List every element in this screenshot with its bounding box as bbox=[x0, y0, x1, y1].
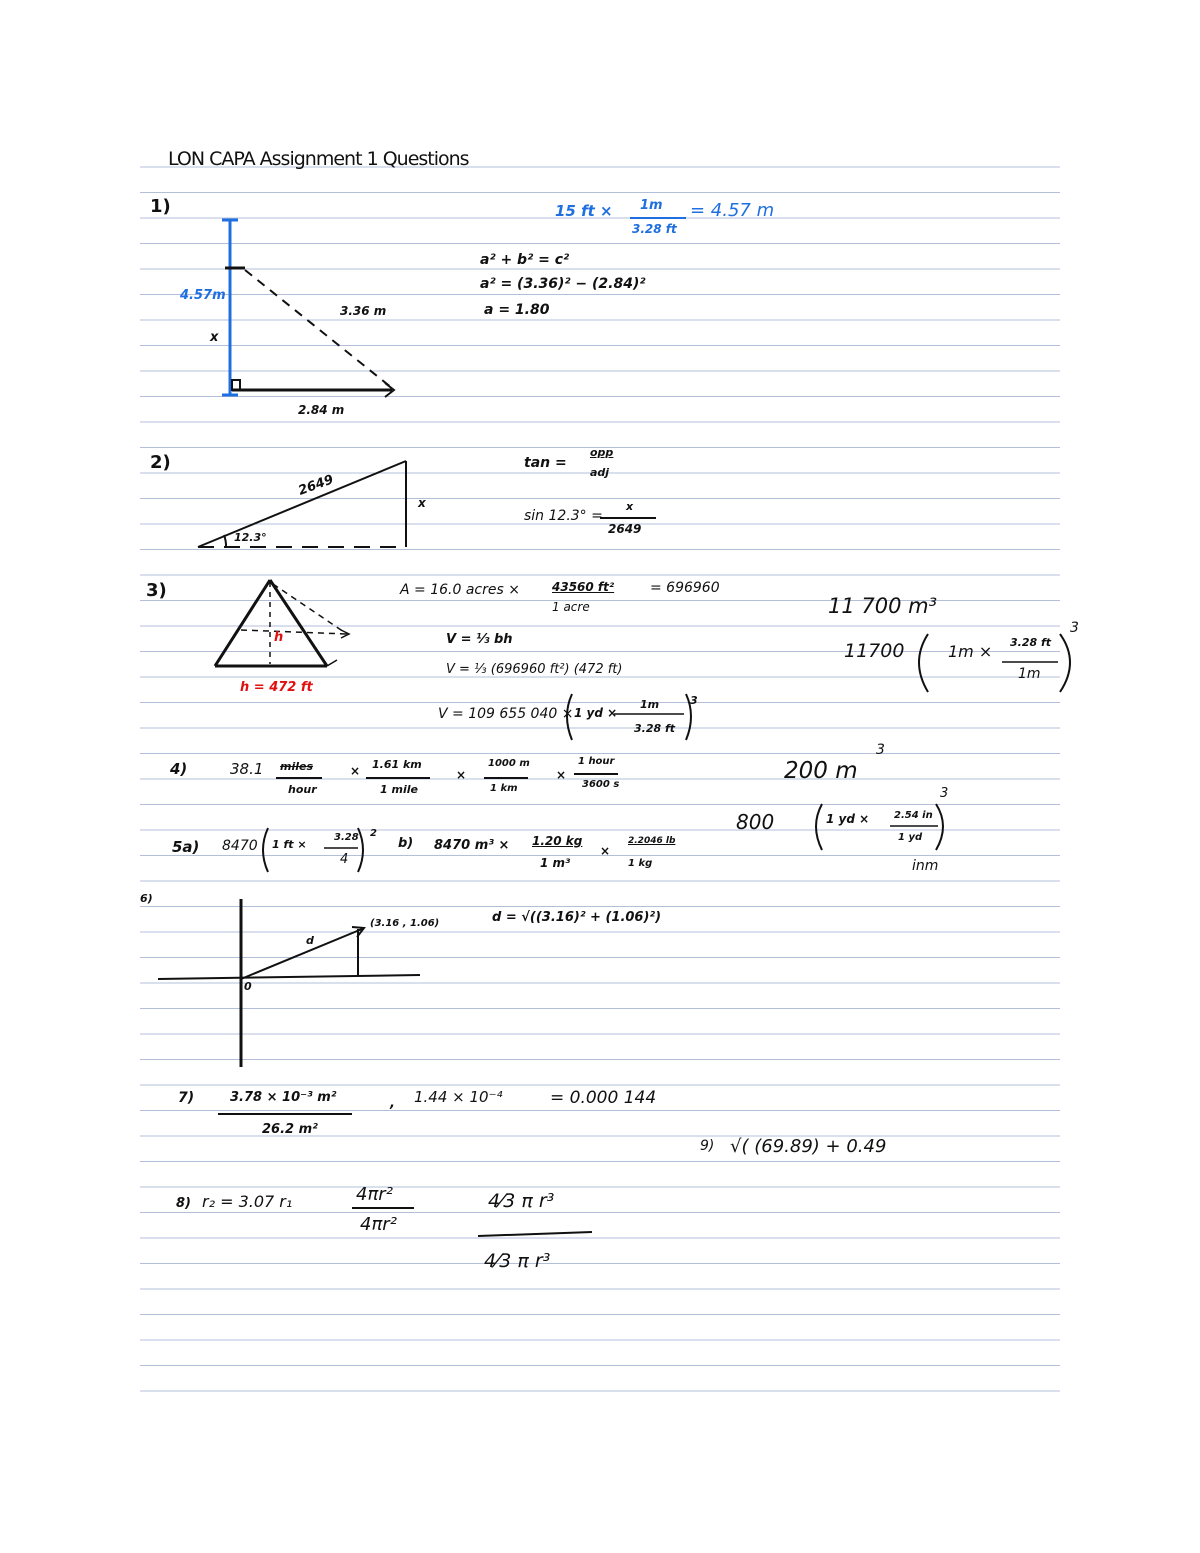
q7-num: 3.78 × 10⁻³ m² bbox=[230, 1090, 337, 1105]
q4-u4-bar bbox=[574, 772, 624, 776]
q4-side2-parens bbox=[808, 798, 958, 858]
q3-eq1-den: 1 acre bbox=[552, 600, 590, 614]
q3-h-label: h bbox=[274, 630, 284, 645]
q8-number: 8) bbox=[176, 1196, 191, 1211]
q5-number: 5a) bbox=[172, 838, 200, 856]
q3-eq4: V = 109 655 040 × bbox=[438, 706, 574, 722]
q4-side2: 800 bbox=[736, 810, 775, 834]
q4-times-2: × bbox=[456, 768, 467, 782]
q8-frac2-bar bbox=[478, 1230, 598, 1238]
q5-a-parens bbox=[258, 824, 378, 878]
q3-h-value: h = 472 ft bbox=[240, 680, 313, 695]
q3-eq1-num: 43560 ft² bbox=[552, 580, 615, 594]
q3-side2-den: 1m bbox=[1018, 666, 1041, 682]
q3-side2-paren: 1m × bbox=[948, 642, 993, 661]
q9-number: 9) bbox=[700, 1138, 715, 1154]
q5-b-den2: 1 kg bbox=[628, 858, 653, 869]
q2-angle-label: 12.3° bbox=[234, 531, 267, 544]
q4-number: 4) bbox=[170, 760, 188, 778]
q1-eq2: a² = (3.36)² − (2.84)² bbox=[480, 276, 646, 292]
q2-eq1-num: opp bbox=[590, 446, 614, 459]
q2-eq2-lhs: sin 12.3° = bbox=[524, 508, 603, 524]
q1-base-label: 2.84 m bbox=[298, 403, 345, 417]
q2-triangle-diagram bbox=[190, 455, 430, 555]
q1-number: 1) bbox=[150, 196, 171, 217]
q3-eq3: V = ⅓ (696960 ft²) (472 ft) bbox=[446, 662, 623, 677]
q3-eq1: A = 16.0 acres × bbox=[400, 582, 520, 598]
q7-fraction-bar bbox=[218, 1112, 358, 1116]
q5-a-frac-den: 4 bbox=[340, 852, 349, 867]
q2-eq2-num: x bbox=[626, 500, 634, 513]
q5-b-times: × bbox=[600, 844, 611, 858]
q5-a-power: 2 bbox=[370, 828, 377, 839]
q1-conv-fraction-bar bbox=[630, 216, 690, 220]
q2-hypotenuse-label: 2649 bbox=[296, 472, 336, 499]
q5-b-num: 1.20 kg bbox=[532, 834, 583, 848]
q4-u2-den: 1 mile bbox=[380, 783, 418, 796]
q8-frac1-den: 4πr² bbox=[360, 1214, 397, 1235]
q4-side2-note: inm bbox=[912, 858, 939, 874]
q8-frac2-num: 4⁄3 π r³ bbox=[488, 1190, 555, 1212]
q2-eq2-fraction-bar bbox=[600, 516, 660, 520]
q5-b-expr: 8470 m³ × bbox=[434, 838, 510, 853]
q2-eq2-den: 2649 bbox=[608, 522, 642, 536]
q5-a-frac-num: 3.28 bbox=[334, 832, 359, 843]
q8-frac1-bar bbox=[352, 1206, 422, 1210]
q4-side2-power: 3 bbox=[940, 786, 949, 801]
q4-u3-bar bbox=[484, 776, 534, 780]
q1-conv-result: = 4.57 m bbox=[690, 200, 775, 221]
q8-frac2-den: 4⁄3 π r³ bbox=[484, 1250, 551, 1272]
q7-result: = 0.000 144 bbox=[550, 1088, 657, 1108]
q1-triangle-diagram bbox=[170, 210, 430, 430]
q2-opposite-label: x bbox=[418, 496, 426, 510]
q4-side1-power: 3 bbox=[876, 742, 885, 758]
q6-number: 6) bbox=[140, 892, 153, 905]
q6-eq: d = √((3.16)² + (1.06)²) bbox=[492, 910, 662, 925]
q9-expr: √( (69.89) + 0.49 bbox=[730, 1136, 887, 1157]
q1-unknown-label: x bbox=[210, 330, 219, 345]
q8-eq: r₂ = 3.07 r₁ bbox=[202, 1192, 293, 1211]
q3-number: 3) bbox=[146, 580, 167, 601]
q4-u1-den: hour bbox=[288, 783, 317, 796]
q4-side2-num: 1 yd × bbox=[826, 812, 870, 826]
q4-u3-num: 1000 m bbox=[488, 758, 530, 769]
q7-number: 7) bbox=[178, 1090, 195, 1106]
q4-u2-bar bbox=[366, 776, 436, 780]
q1-hypotenuse-label: 3.36 m bbox=[340, 304, 387, 318]
q3-eq1-result: = 696960 bbox=[650, 580, 720, 596]
q3-eq2: V = ⅓ bh bbox=[446, 632, 513, 647]
q4-times-3: × bbox=[556, 768, 567, 782]
q7-comma: , bbox=[390, 1096, 395, 1111]
q3-side1: 11 700 m³ bbox=[828, 594, 938, 618]
q3-side2-power: 3 bbox=[1070, 620, 1079, 636]
q4-times-1: × bbox=[350, 764, 361, 778]
q3-eq4-den: 3.28 ft bbox=[634, 722, 676, 735]
q7-den: 26.2 m² bbox=[262, 1122, 318, 1137]
q4-u3-den: 1 km bbox=[490, 783, 518, 794]
q3-eq4-num: 1m bbox=[640, 698, 660, 711]
q6-point-label: (3.16 , 1.06) bbox=[370, 918, 440, 929]
q6-d-label: d bbox=[306, 934, 314, 947]
q3-side2-parens bbox=[910, 626, 1090, 698]
q3-pyramid-diagram bbox=[205, 572, 365, 682]
page-title: LON CAPA Assignment 1 Questions bbox=[168, 148, 469, 170]
q5-a-num: 1 ft × bbox=[272, 838, 307, 851]
q2-number: 2) bbox=[150, 452, 171, 473]
q1-conv-num: 1m bbox=[640, 198, 663, 213]
q1-conv-den: 3.28 ft bbox=[632, 222, 677, 236]
q4-u1-bar bbox=[276, 776, 326, 780]
q2-eq1-den: adj bbox=[590, 466, 610, 479]
q1-eq3: a = 1.80 bbox=[484, 302, 550, 318]
q5-b-den: 1 m³ bbox=[540, 856, 571, 870]
q5-b-label: b) bbox=[398, 836, 414, 851]
q2-eq1-lhs: tan = bbox=[524, 455, 567, 471]
q4-u1-num: miles bbox=[280, 760, 314, 773]
q1-conversion: 15 ft × bbox=[555, 202, 613, 220]
q1-eq1: a² + b² = c² bbox=[480, 252, 570, 268]
q3-side2-num: 3.28 ft bbox=[1010, 636, 1052, 649]
q7-mid: 1.44 × 10⁻⁴ bbox=[414, 1088, 503, 1106]
q3-side2: 11700 bbox=[844, 640, 905, 662]
q1-vertical-label: 4.57m bbox=[180, 288, 226, 303]
q4-side2-frac-den: 1 yd bbox=[898, 832, 923, 843]
q4-u4-num: 1 hour bbox=[578, 756, 615, 767]
q3-eq4-power: 3 bbox=[690, 694, 698, 707]
q5-a-expr: 8470 bbox=[222, 838, 258, 854]
q5-b-num2: 2.2046 lb bbox=[628, 836, 676, 846]
q4-u4-den: 3600 s bbox=[582, 779, 620, 790]
q4-value: 38.1 bbox=[230, 760, 264, 778]
q4-side1: 200 m bbox=[784, 758, 858, 784]
q3-eq4-paren-num: 1 yd × bbox=[574, 706, 618, 720]
q6-origin-label: 0 bbox=[244, 980, 252, 993]
q4-side2-frac-num: 2.54 in bbox=[894, 810, 933, 821]
q4-u2-num: 1.61 km bbox=[372, 758, 422, 771]
q8-frac1-num: 4πr² bbox=[356, 1184, 393, 1205]
